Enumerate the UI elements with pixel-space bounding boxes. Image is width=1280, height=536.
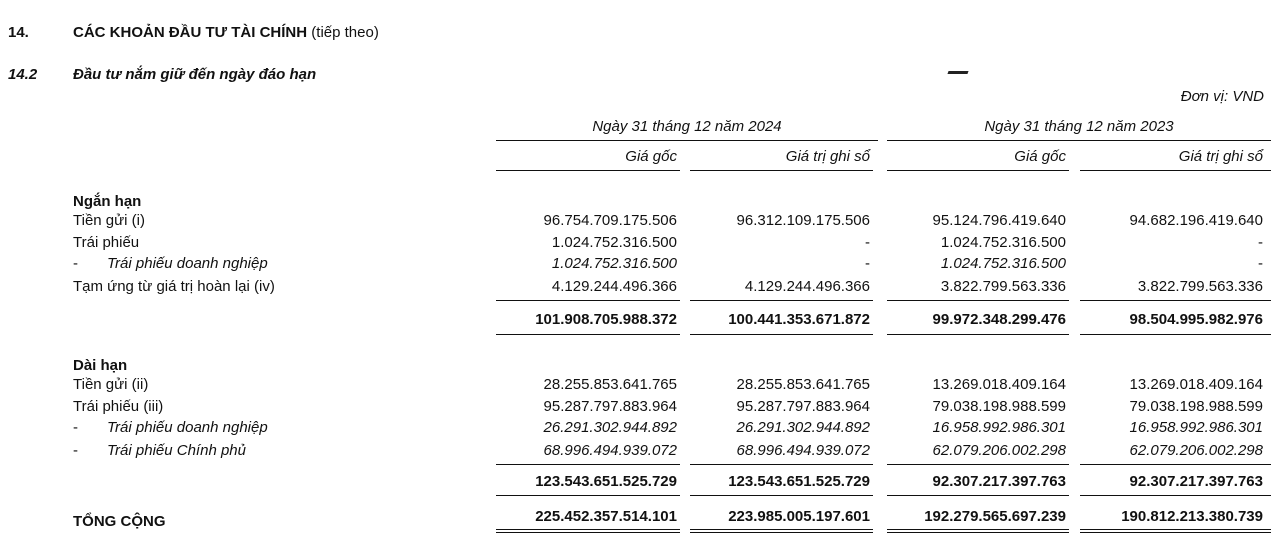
long-term-heading: Dài hạn xyxy=(73,357,128,374)
total-underline xyxy=(496,334,680,335)
cell-value: 96.754.709.175.506 xyxy=(543,212,677,229)
double-underline xyxy=(1080,532,1271,533)
double-underline xyxy=(496,532,680,533)
subtotal-line xyxy=(496,300,680,301)
cell-value: 79.038.198.988.599 xyxy=(1129,398,1263,415)
cell-value: 1.024.752.316.500 xyxy=(551,234,677,251)
long-term-total: 123.543.651.525.729 xyxy=(535,473,677,490)
cell-value: 26.291.302.944.892 xyxy=(736,419,870,436)
grand-total-label: TỔNG CỘNG xyxy=(73,513,166,530)
cell-value: 95.124.796.419.640 xyxy=(932,212,1066,229)
period-header-2024: Ngày 31 tháng 12 năm 2024 xyxy=(592,118,782,135)
short-term-total: 101.908.705.988.372 xyxy=(535,311,677,328)
cell-value: 79.038.198.988.599 xyxy=(932,398,1066,415)
cell-value: 28.255.853.641.765 xyxy=(543,376,677,393)
subtotal-line xyxy=(496,464,680,465)
col-header-cost-2023: Giá gốc xyxy=(1014,148,1066,165)
double-underline xyxy=(887,532,1069,533)
cell-value: - xyxy=(865,255,870,272)
total-underline xyxy=(690,495,873,496)
total-underline xyxy=(690,334,873,335)
subtotal-line xyxy=(690,300,873,301)
bullet-dash: - xyxy=(73,419,78,436)
bullet-dash: - xyxy=(73,255,78,272)
cell-value: 1.024.752.316.500 xyxy=(940,234,1066,251)
total-underline xyxy=(1080,495,1271,496)
row-label: Tạm ứng từ giá trị hoàn lại (iv) xyxy=(73,278,275,295)
cell-value: - xyxy=(865,234,870,251)
cell-value: 3.822.799.563.336 xyxy=(940,278,1066,295)
col-underline xyxy=(1080,170,1271,171)
double-underline xyxy=(690,532,873,533)
col-header-cost-2024: Giá gốc xyxy=(625,148,677,165)
row-label-text: Trái phiếu doanh nghiệp xyxy=(107,419,268,436)
bullet-dash: - xyxy=(73,442,78,459)
section-title-rest: (tiếp theo) xyxy=(307,24,379,41)
grand-total-value: 192.279.565.697.239 xyxy=(924,508,1066,525)
total-underline xyxy=(887,495,1069,496)
row-label-sub xyxy=(73,419,268,436)
unit-label: Đơn vị: VND xyxy=(1180,88,1264,105)
total-underline xyxy=(887,334,1069,335)
subtotal-line xyxy=(1080,464,1271,465)
double-underline xyxy=(1080,529,1271,530)
row-label-text: Trái phiếu Chính phủ xyxy=(107,442,246,459)
total-underline xyxy=(1080,334,1271,335)
double-underline xyxy=(496,529,680,530)
cell-value: 4.129.244.496.366 xyxy=(551,278,677,295)
row-label: Tiền gửi (i) xyxy=(73,212,145,229)
subtotal-line xyxy=(887,300,1069,301)
cell-value: 62.079.206.002.298 xyxy=(932,442,1066,459)
period-header-2023: Ngày 31 tháng 12 năm 2023 xyxy=(984,118,1174,135)
section-number: 14. xyxy=(8,24,29,41)
cell-value: 1.024.752.316.500 xyxy=(940,255,1066,272)
cell-value: 3.822.799.563.336 xyxy=(1137,278,1263,295)
row-label: Tiền gửi (ii) xyxy=(73,376,149,393)
subtotal-line xyxy=(887,464,1069,465)
subsection-number: 14.2 xyxy=(8,66,38,83)
short-term-total: 98.504.995.982.976 xyxy=(1129,311,1263,328)
cell-value: 4.129.244.496.366 xyxy=(744,278,870,295)
short-term-total: 99.972.348.299.476 xyxy=(932,311,1066,328)
grand-total-value: 225.452.357.514.101 xyxy=(535,508,677,525)
col-header-book-2023: Giá trị ghi sổ xyxy=(1178,148,1263,165)
row-label: Trái phiếu xyxy=(73,234,140,251)
cell-value: 95.287.797.883.964 xyxy=(736,398,870,415)
stray-mark xyxy=(947,71,968,74)
section-title-bold: CÁC KHOẢN ĐẦU TƯ TÀI CHÍNH xyxy=(73,24,308,41)
long-term-total: 92.307.217.397.763 xyxy=(932,473,1066,490)
col-underline xyxy=(496,170,680,171)
long-term-total: 92.307.217.397.763 xyxy=(1129,473,1263,490)
col-header-book-2024: Giá trị ghi sổ xyxy=(785,148,870,165)
col-underline xyxy=(887,170,1069,171)
cell-value: 94.682.196.419.640 xyxy=(1129,212,1263,229)
period-underline-2023 xyxy=(887,140,1271,141)
cell-value: 13.269.018.409.164 xyxy=(932,376,1066,393)
row-label-sub xyxy=(73,442,246,459)
cell-value: 28.255.853.641.765 xyxy=(736,376,870,393)
row-label: Trái phiếu (iii) xyxy=(73,398,164,415)
subtotal-line xyxy=(1080,300,1271,301)
long-term-total: 123.543.651.525.729 xyxy=(728,473,870,490)
grand-total-value: 223.985.005.197.601 xyxy=(728,508,870,525)
cell-value: 68.996.494.939.072 xyxy=(736,442,870,459)
row-label-sub xyxy=(73,255,268,272)
cell-value: 16.958.992.986.301 xyxy=(932,419,1066,436)
cell-value: 62.079.206.002.298 xyxy=(1129,442,1263,459)
cell-value: - xyxy=(1258,255,1263,272)
cell-value: 96.312.109.175.506 xyxy=(736,212,870,229)
short-term-heading: Ngắn hạn xyxy=(73,193,142,210)
row-label-text: Trái phiếu doanh nghiệp xyxy=(107,255,268,272)
section-title xyxy=(73,24,379,41)
cell-value: 26.291.302.944.892 xyxy=(543,419,677,436)
subtotal-line xyxy=(690,464,873,465)
cell-value: 13.269.018.409.164 xyxy=(1129,376,1263,393)
grand-total-value: 190.812.213.380.739 xyxy=(1121,508,1263,525)
col-underline xyxy=(690,170,873,171)
total-underline xyxy=(496,495,680,496)
short-term-total: 100.441.353.671.872 xyxy=(728,311,870,328)
cell-value: 16.958.992.986.301 xyxy=(1129,419,1263,436)
cell-value: - xyxy=(1258,234,1263,251)
cell-value: 95.287.797.883.964 xyxy=(543,398,677,415)
cell-value: 1.024.752.316.500 xyxy=(551,255,677,272)
double-underline xyxy=(887,529,1069,530)
subsection-title: Đầu tư nắm giữ đến ngày đáo hạn xyxy=(73,66,317,83)
period-underline-2024 xyxy=(496,140,878,141)
cell-value: 68.996.494.939.072 xyxy=(543,442,677,459)
double-underline xyxy=(690,529,873,530)
